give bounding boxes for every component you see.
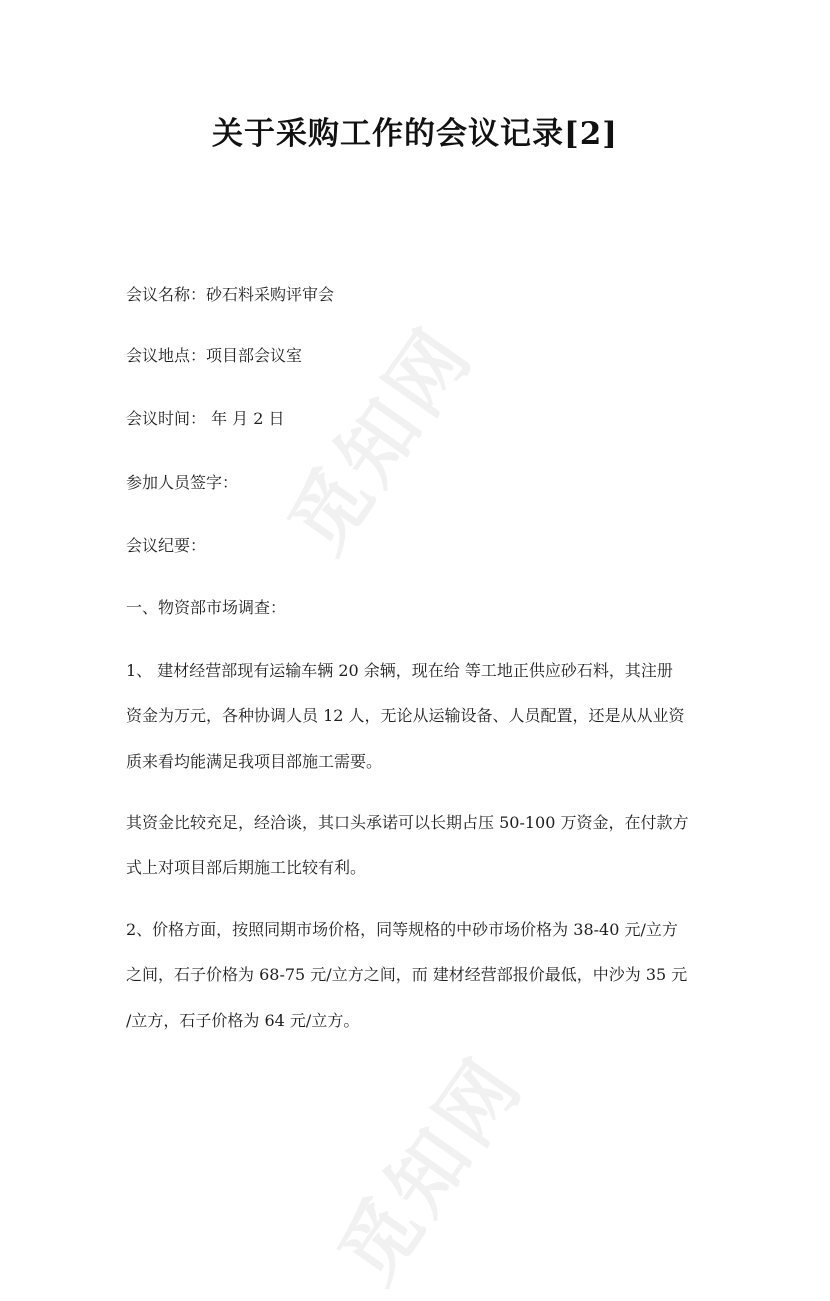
paragraph-1-line-3: 质来看均能满足我项目部施工需要。 <box>126 752 383 771</box>
watermark-bottom: 觅知网 <box>322 1040 541 1300</box>
meeting-name-line: 会议名称：砂石料采购评审会 <box>126 285 335 304</box>
attendees-signature-line: 参加人员签字： <box>126 473 239 492</box>
paragraph-3-line-2: 之间，石子价格为 68-75 元/立方之间，而 建材经营部报价最低，中沙为 35 元 <box>126 965 688 984</box>
paragraph-3-line-3: /立方，石子价格为 64 元/立方。 <box>126 1011 360 1030</box>
paragraph-2-line-1: 其资金比较充足，经洽谈，其口头承诺可以长期占压 50-100 万资金，在付款方 <box>126 813 689 832</box>
paragraph-2-line-2: 式上对项目部后期施工比较有利。 <box>126 858 367 877</box>
minutes-heading: 会议纪要： <box>126 536 207 555</box>
watermark: 觅知网 <box>272 310 491 570</box>
paragraph-3-line-1: 2、价格方面，按照同期市场价格，同等规格的中砂市场价格为 38-40 元/立方 <box>126 920 678 939</box>
section-one-heading: 一、物资部市场调查： <box>126 598 287 617</box>
meeting-time-line: 会议时间： 年 月 2 日 <box>126 409 285 428</box>
paragraph-1-line-1: 1、 建材经营部现有运输车辆 20 余辆，现在给 等工地正供应砂石料，其注册 <box>126 661 673 680</box>
document-title: 关于采购工作的会议记录[2] <box>212 116 618 152</box>
meeting-location-line: 会议地点：项目部会议室 <box>126 346 303 365</box>
paragraph-1-line-2: 资金为万元，各种协调人员 12 人，无论从运输设备、人员配置，还是从从业资 <box>126 706 685 725</box>
